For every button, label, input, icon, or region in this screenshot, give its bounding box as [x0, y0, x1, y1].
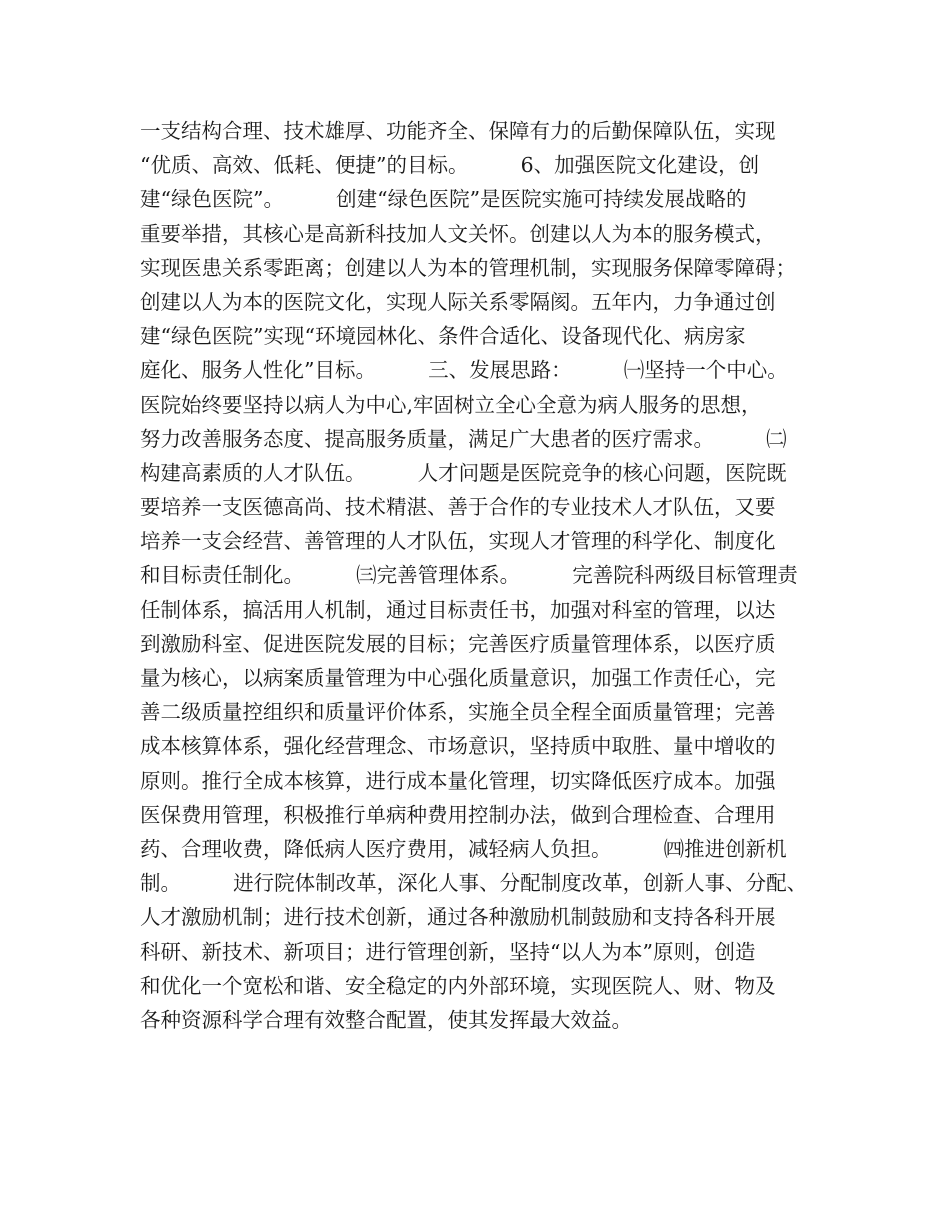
text-line: 制。 进行院体制改革，深化人事、分配制度改革，创新人事、分配、: [140, 871, 808, 896]
text-line: 和优化一个宽松和谐、安全稳定的内外部环境，实现医院人、财、物及: [140, 973, 776, 998]
text-line: 重要举措，其核心是高新科技加人文关怀。创建以人为本的服务模式，: [140, 221, 776, 246]
text-line: 构建高素质的人才队伍。 人才问题是医院竞争的核心问题，医院既: [140, 460, 787, 485]
text-line: 药、合理收费，降低病人医疗费用，减轻病人负担。 ㈣推进创新机: [140, 836, 787, 861]
body-text: [140, 114, 840, 1037]
text-line: 人才激励机制；进行技术创新，通过各种激励机制鼓励和支持各科开展: [140, 905, 776, 930]
text-line: 量为核心，以病案质量管理为中心强化质量意识，加强工作责任心，完: [140, 666, 776, 690]
text-line: 实现医患关系零距离；创建以人为本的管理机制，实现服务保障零障碍；: [140, 255, 796, 280]
text-line: 建“绿色医院”。 创建“绿色医院”是医院实施可持续发展战略的: [140, 187, 747, 212]
text-line: 到激励科室、促进医院发展的目标；完善医疗质量管理体系，以医疗质: [140, 631, 776, 656]
text-line: 善二级质量控组织和质量评价体系，实施全员全程全面质量管理；完善: [140, 700, 776, 725]
text-line: 成本核算体系，强化经营理念、市场意识，坚持质中取胜、量中增收的: [140, 734, 776, 759]
text-line: 一支结构合理、技术雄厚、功能齐全、保障有力的后勤保障队伍，实现: [140, 119, 776, 143]
text-line: 培养一支会经营、善管理的人才队伍，实现人才管理的科学化、制度化: [140, 529, 776, 554]
text-line: 努力改善服务态度、提高服务质量，满足广大患者的医疗需求。 ㈡: [140, 426, 787, 451]
text-line: “优质、高效、低耗、便捷”的目标。 6、加强医院文化建设，创: [140, 153, 760, 178]
text-line: 庭化、服务人性化”目标。 三、发展思路： ㈠坚持一个中心。: [140, 358, 788, 383]
text-line: 创建以人为本的医院文化，实现人际关系零隔阂。五年内，力争通过创: [140, 289, 776, 314]
text-line: 原则。推行全成本核算，进行成本量化管理，切实降低医疗成本。加强: [140, 768, 776, 793]
text-line: 各种资源科学合理有效整合配置，使其发挥最大效益。: [140, 1007, 632, 1032]
text-line: 建“绿色医院”实现“环境园林化、条件合适化、设备现代化、病房家: [140, 324, 746, 349]
text-line: 要培养一支医德高尚、技术精湛、善于合作的专业技术人才队伍，又要: [140, 495, 776, 520]
text-line: 医保费用管理，积极推行单病种费用控制办法，做到合理检查、合理用: [140, 802, 776, 827]
text-line: 医院始终要坚持以病人为中心,牢固树立全心全意为病人服务的思想，: [140, 392, 762, 417]
text-line: 科研、新技术、新项目；进行管理创新，坚持“以人为本”原则，创造: [140, 939, 756, 964]
text-line: 和目标责任制化。 ㈢完善管理体系。 完善院科两级目标管理责: [140, 563, 798, 588]
text-line: 任制体系，搞活用人机制，通过目标责任书，加强对科室的管理，以达: [140, 597, 776, 622]
